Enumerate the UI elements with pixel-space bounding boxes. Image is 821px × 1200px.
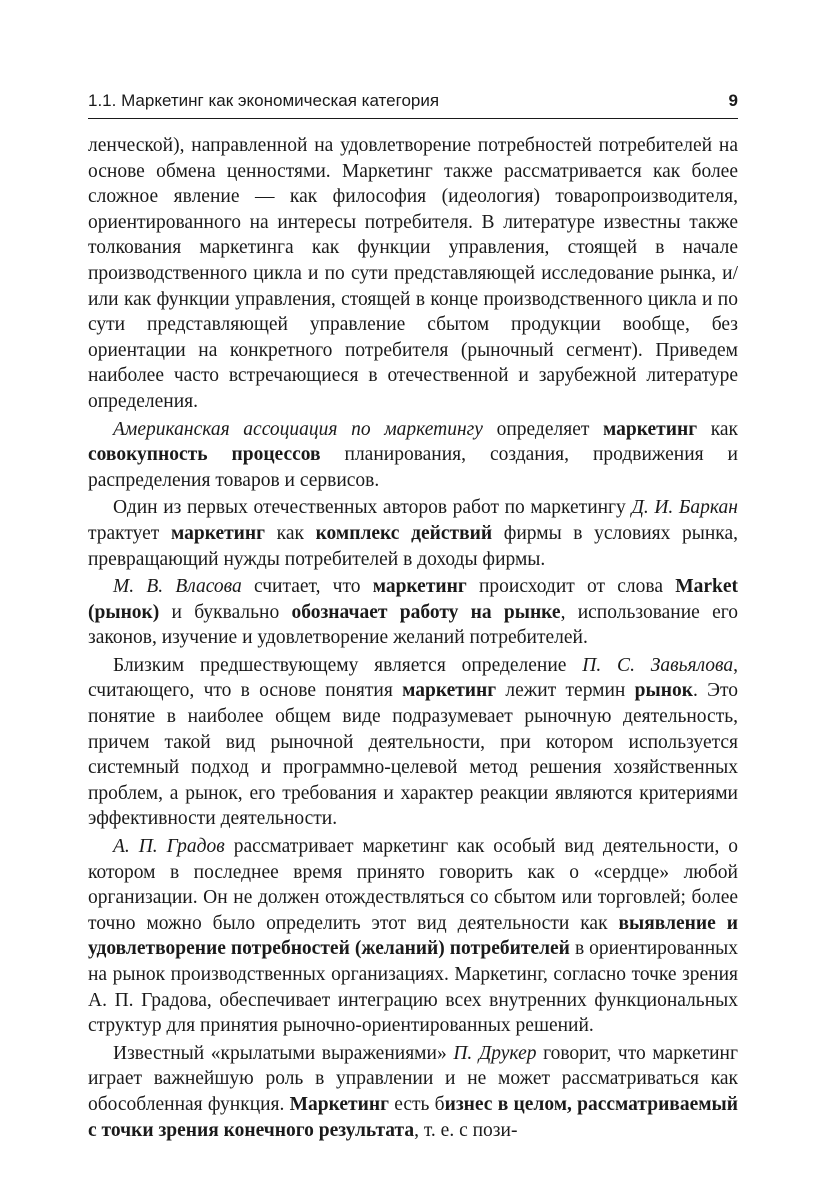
text-run: в ориентированных на рынок производственных организациях. Маркетинг, согласно точке зрения А. П. Градова, обеспечивает интеграцию всех внутренних функциональных структур для принятия рыночно-ориентированных решений. — [88, 938, 738, 1037]
author-name: М. В. Власова — [113, 576, 242, 598]
author-name: А. П. Градов — [113, 836, 225, 858]
text-run: и буквально — [159, 601, 292, 623]
bold-term: маркетинг — [170, 522, 266, 544]
paragraph — [88, 495, 738, 572]
bold-term: рынок — [634, 680, 693, 702]
text-run: происходит от слова — [466, 576, 676, 598]
bold-term: выявление и удовлетворение потребностей (желаний) потребителей — [88, 912, 738, 960]
running-header — [88, 91, 738, 111]
author-name: Американская ассоциация по маркетингу — [113, 418, 483, 440]
paragraph — [88, 133, 738, 415]
text-run: говорит, что маркетинг играет важнейшую роль в управлении и не может рассматриваться как обособленная функция. — [88, 1042, 738, 1115]
text-run: определяет — [482, 418, 603, 440]
text-run: , использование его законов, изучение и удовлетворение желаний потребителей. — [88, 601, 738, 649]
bold-term: Маркетинг — [289, 1093, 389, 1115]
text-run: рассматривает маркетинг как особый вид деятельности, о котором в последнее время принято говорить как о «сердце» любой организации. Он не должен отождествляться со сбытом или торговлей; более точно можно было определить этот вид деятельности как — [88, 836, 739, 934]
text-run: . Это понятие в наиболее общем виде подразумевает рыночную деятельность, причем такой вид рыночной деятельности, при котором используется системный подход и программно-целевой метод решения хозяйственных проблем, а рынок, его требования и характер реакции являются критериями эффективности деятельности. — [88, 680, 738, 830]
bold-term: изнес в целом, рассматриваемый с точки зрения конечного результата — [88, 1093, 738, 1141]
bold-term: Market (рынок) — [88, 576, 738, 623]
bold-term: маркетинг — [402, 680, 497, 702]
bold-term: совокупность процессов — [88, 444, 321, 466]
text-run: лежит термин — [496, 680, 635, 702]
chapter-title: 1.1. Маркетинг как экономическая категория — [88, 91, 440, 110]
text-run: считает, что — [241, 576, 373, 598]
text-run: есть б — [388, 1093, 445, 1115]
bold-term: обозначает работу на рынке — [291, 601, 561, 623]
text-run: как — [265, 522, 316, 544]
text-run: трактует — [88, 522, 171, 544]
paragraph — [88, 834, 738, 1039]
text-run: Известный «крылатыми выражениями» — [113, 1042, 454, 1064]
text-run: Близким предшествующему является определение — [113, 654, 583, 676]
text-run: Один из первых отечественных авторов работ по маркетингу — [113, 497, 632, 519]
author-name: П. С. Завьялова — [582, 654, 734, 676]
paragraph — [88, 653, 738, 832]
text-run: , считающего, что в основе понятия — [88, 654, 739, 702]
paragraph — [88, 417, 738, 494]
text-run: ленческой), направленной на удовлетворение потребностей потребителей на основе обмена ценностями. Маркетинг также рассматривается как более сложное явление — как философия (идеология) товаропроизводителя, ориентированного на интересы потребителя. В литературе известны также толкования маркетинга как функции управления, стоящей в начале производственного цикла и по сути представляющей исследование рынка, и/или как функции управления, стоящей в конце производственного цикла и по сути представляющей управление сбытом продукции вообще, без ориентации на конкретного потребителя (рыночный сегмент). Приведем наиболее часто встречающиеся в отечественной и зарубежной литературе определения. — [88, 135, 738, 412]
text-run: планирования, создания, продвижения и распределения товаров и сервисов. — [88, 444, 738, 491]
author-name: П. Друкер — [453, 1042, 537, 1064]
text-run: , т. е. с пози- — [414, 1119, 518, 1141]
paragraph — [88, 1041, 738, 1143]
text-run: как — [697, 418, 738, 440]
page-number: 9 — [728, 91, 738, 110]
bold-term: комплекс действий — [315, 522, 493, 544]
header-rule — [88, 118, 738, 119]
bold-term: маркетинг — [603, 418, 698, 440]
paragraph — [88, 574, 738, 651]
text-run: фирмы в условиях рынка, превращающий нужды потребителей в доходы фирмы. — [88, 522, 738, 570]
author-name: Д. И. Баркан — [631, 497, 738, 519]
bold-term: маркетинг — [372, 576, 467, 598]
body-text — [88, 133, 738, 1145]
